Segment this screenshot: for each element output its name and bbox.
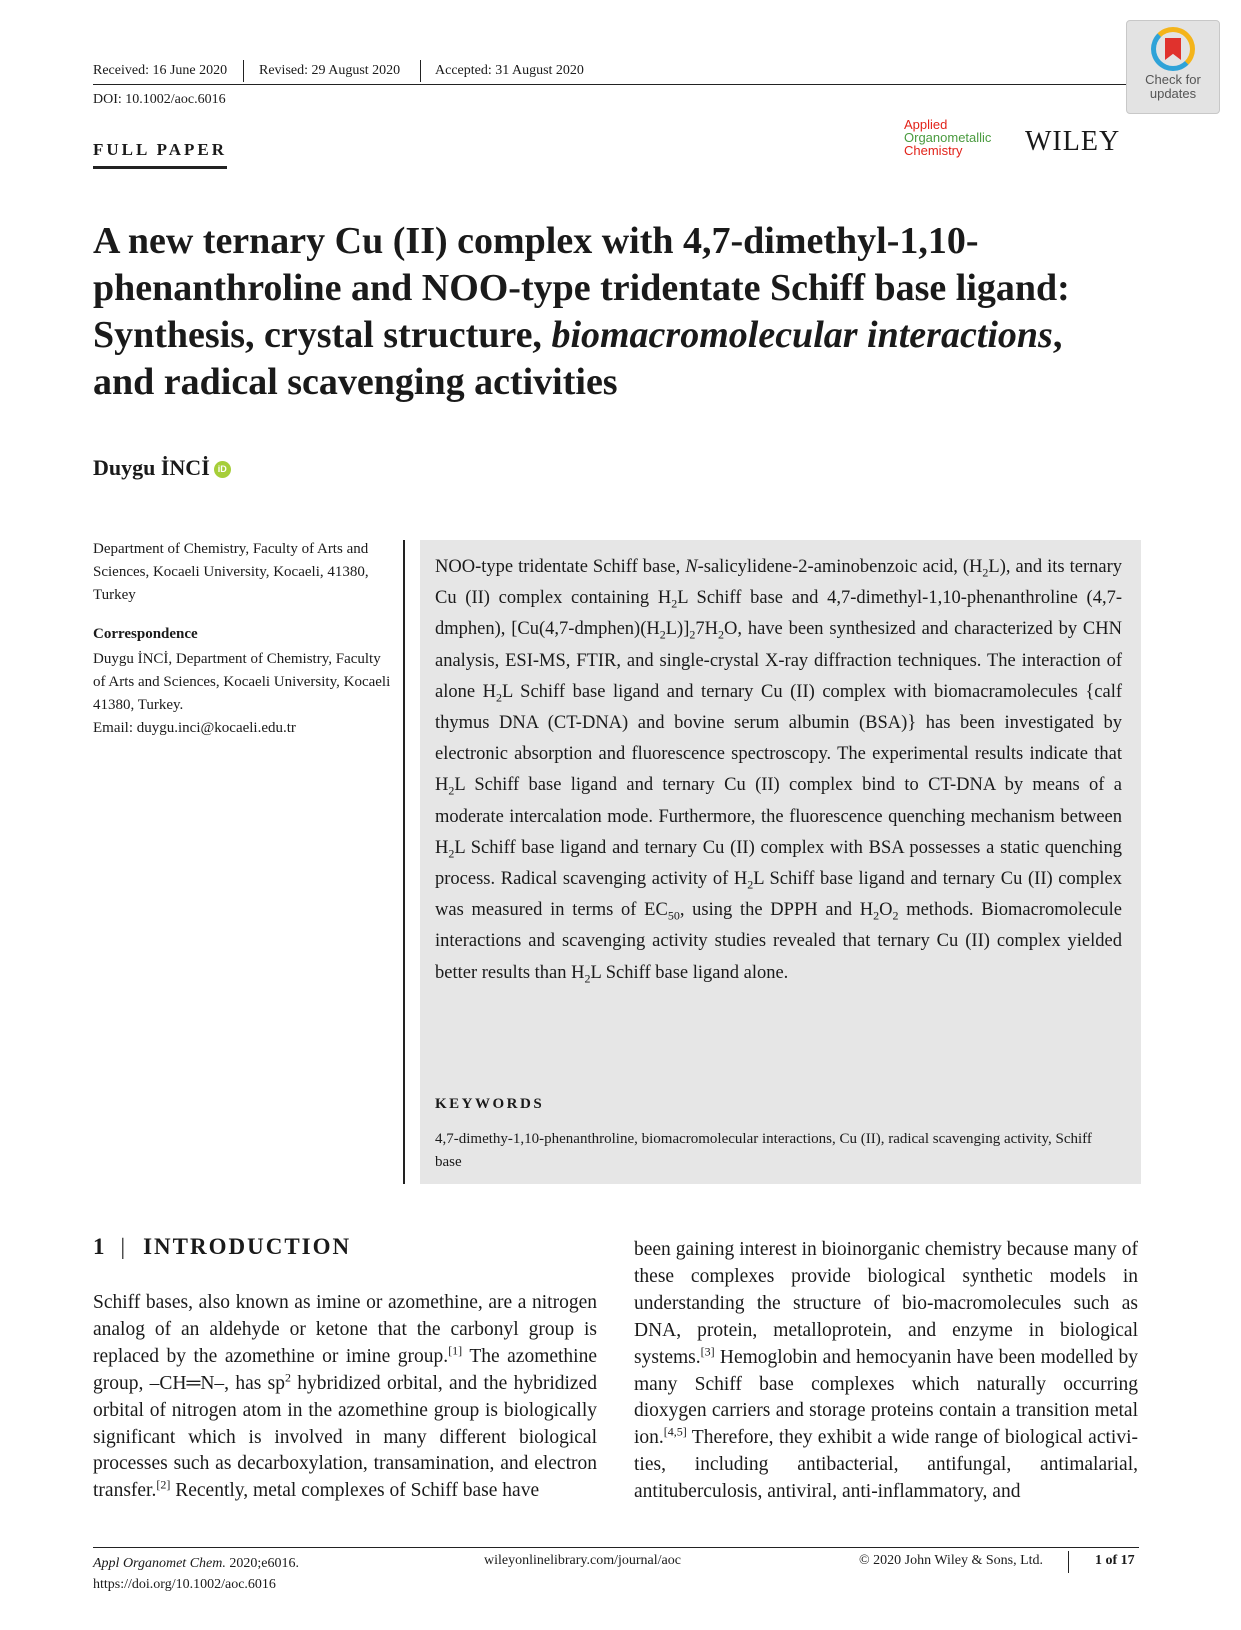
section-bar: | <box>120 1234 128 1259</box>
footer-site-link[interactable]: wileyonlinelibrary.com/journal/aoc <box>484 1553 681 1568</box>
footer-copyright: © 2020 John Wiley & Sons, Ltd. <box>859 1553 1044 1568</box>
footer-rule <box>93 1547 1139 1548</box>
doi[interactable]: DOI: 10.1002/aoc.6016 <box>93 92 226 107</box>
citation-link[interactable]: [4,5] <box>663 1424 687 1439</box>
intro-column-left: Schiff bases, also known as imine or azomethine, are a nitrogen analog of an aldehyde or ketone that the carbonyl group is replaced by the azomethine or imine group.[1] The azomethine group, –CH═N–, has $sp^2$ hybridized orbital, and the hybridized orbital of nitrogen atom in the azomethine group is biologically significant which is involved in many different biological processes such as decarboxylation, transamination, and electron transfer.[2] Recently, metal complexes of Schiff base have <box>93 1292 598 1502</box>
abstract-box <box>420 540 1141 1184</box>
journal-line-3: Chemistry <box>904 143 963 158</box>
correspondence-heading: Correspondence <box>93 626 198 642</box>
orcid-icon[interactable]: iD <box>214 461 231 478</box>
article-type: FULL PAPER <box>93 140 227 169</box>
divider <box>243 60 244 82</box>
badge-line-2: updates <box>1149 86 1197 101</box>
citation-link[interactable]: [3] <box>700 1344 715 1359</box>
keywords-heading: KEYWORDS <box>435 1096 545 1112</box>
author-name: Duygu İNCİ <box>93 455 210 480</box>
correspondence-email[interactable]: Email: duygu.inci@kocaeli.edu.tr <box>93 720 296 736</box>
badge-line-1: Check for <box>1145 72 1201 87</box>
check-for-updates-button[interactable] <box>1126 20 1220 114</box>
journal-logo <box>904 118 991 157</box>
divider <box>1068 1551 1069 1573</box>
section-number: 1 <box>93 1234 107 1259</box>
page-number: 1 of 17 <box>1095 1553 1135 1568</box>
publisher-logo: WILEY <box>1025 126 1121 157</box>
revised-date: Revised: 29 August 2020 <box>259 63 401 78</box>
citation-link[interactable]: [1] <box>448 1343 463 1358</box>
footer-doi-link[interactable]: https://doi.org/10.1002/aoc.6016 <box>93 1577 276 1592</box>
publication-dates-bar <box>93 60 1133 85</box>
section-heading <box>93 1234 351 1260</box>
intro-column-right: been gaining interest in bioinorganic chemistry because many of these complexes provide biological synthetic models in understanding the structure of bio-macromolecules such as DNA, protein, metalloprotein, and enzyme in biological systems.[3] Hemoglobin and hemocyanin have been modelled by many Schiff base complexes which naturally occurring dioxygen carriers and storage proteins contain a transition metal ion.[4,5] Therefore, they exhibit a wide range of biological activi-ties, including antibacterial, antifungal, antimalarial, antituberculosis, antiviral, anti-inflammatory, and <box>634 1239 1138 1503</box>
journal-line-1: Applied <box>904 117 948 132</box>
divider <box>403 540 405 1184</box>
abstract-text: NOO-type tridentate Schiff base, N-salicylidene-2-aminobenzoic acid, $(H_2L)$, and its ternary Cu (II) complex containing $H_2L$ Schiff base and 4,7-dimethyl-1,10-phenanthroline (4,7-dmphen), $[Cu(4,7-dmphen)(H_2L)]_27H_2O$, have been synthesized and characterized by CHN analysis, ESI-MS, FTIR, and single-crystal X-ray diffraction techniques. The interaction of alone $H_2L$ Schiff base ligand and ternary Cu (II) complex with biomacramolecules {calf thymus DNA (CT-DNA) and bovine serum albumin (BSA)} has been investigated by electronic absorption and fluorescence spectroscopy. The experimental results indicate that $H_2L$ Schiff base ligand and ternary Cu (II) complex bind to CT-DNA by means of a moderate intercalation mode. Furthermore, the fluorescence quenching mechanism between $H_2L$ Schiff base ligand and ternary Cu (II) complex with BSA possesses a static quenching process. Radical scavenging activity of $H_2L$ Schiff base ligand and ternary Cu (II) complex was measured in terms of $EC_{50}$, using the DPPH and $H_2O_2$ methods. Biomacromolecule interactions and scavenging activity studies revealed that ternary Cu (II) complex yielded better results than $H_2L$ Schiff base ligand alone. <box>435 557 1122 986</box>
accepted-date: Accepted: 31 August 2020 <box>435 63 584 78</box>
footer-citation: Appl Organomet Chem. 2020;e6016. https://doi.org/10.1002/aoc.6016 <box>93 1553 299 1595</box>
check-for-updates-icon <box>1151 27 1195 71</box>
citation-link[interactable]: [2] <box>156 1477 171 1492</box>
affiliation: Department of Chemistry, Faculty of Arts and Sciences, Kocaeli University, Kocaeli, 41380, Turkey <box>93 541 369 603</box>
journal-line-2: Organometallic <box>904 130 992 145</box>
divider <box>420 60 421 82</box>
correspondence-text: Duygu İNCİ, Department of Chemistry, Faculty of Arts and Sciences, Kocaeli University, Kocaeli 41380, Turkey. <box>93 651 391 713</box>
correspondence <box>93 648 393 740</box>
section-title: INTRODUCTION <box>143 1234 352 1259</box>
received-date: Received: 16 June 2020 <box>93 63 228 78</box>
keywords-list: 4,7-dimethy-1,10-phenanthroline, biomacromolecular interactions, Cu (II), radical scavenging activity, Schiff base <box>435 1131 1092 1170</box>
footer-journal: Appl Organomet Chem. <box>93 1556 226 1571</box>
author <box>93 455 231 481</box>
paper-title: A new ternary Cu (II) complex with 4,7-dimethyl-1,10-phenanthroline and NOO-type tridentate Schiff base ligand: Synthesis, crystal structure, biomacromolecular interactions, and radical scavenging activities <box>93 220 1070 403</box>
